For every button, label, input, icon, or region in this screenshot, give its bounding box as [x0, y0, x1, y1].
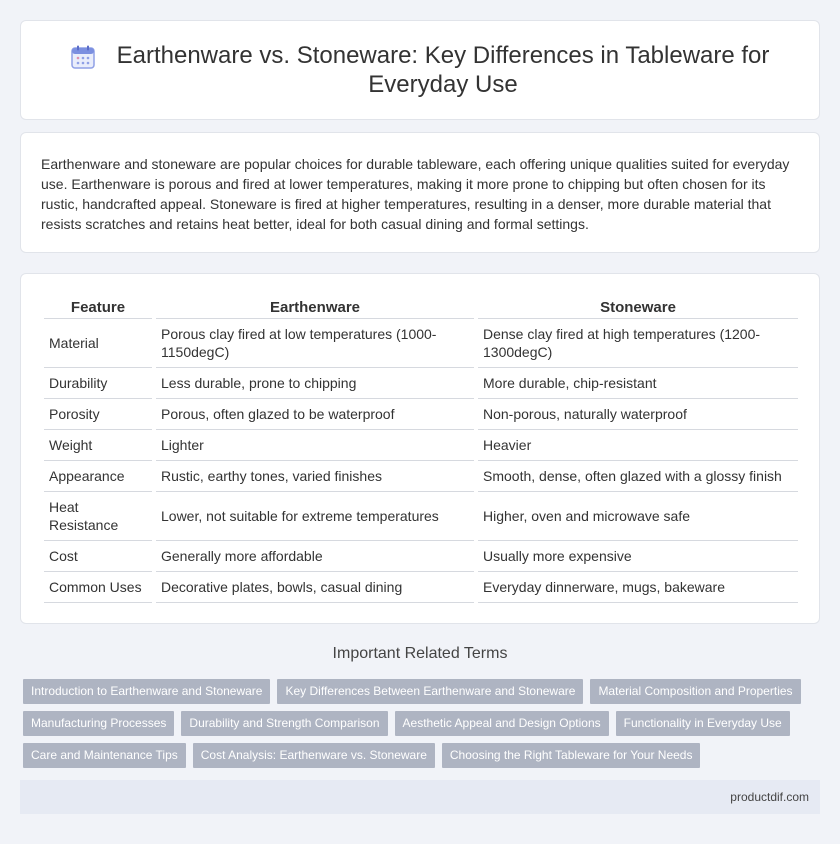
related-term-tag[interactable]: Manufacturing Processes	[23, 711, 174, 736]
earthenware-cell: Generally more affordable	[156, 541, 474, 572]
feature-cell: Appearance	[44, 461, 152, 492]
table-row	[44, 461, 798, 492]
feature-cell: Weight	[44, 430, 152, 461]
title-wrap	[70, 41, 770, 99]
related-term-tag[interactable]: Cost Analysis: Earthenware vs. Stoneware	[193, 743, 435, 768]
related-term-tag[interactable]: Choosing the Right Tableware for Your Needs	[442, 743, 701, 768]
footer-site-link[interactable]: productdif.com	[730, 790, 809, 804]
earthenware-cell: Lighter	[156, 430, 474, 461]
header-stoneware: Stoneware	[478, 295, 798, 319]
related-term-tag[interactable]: Key Differences Between Earthenware and Stoneware	[277, 679, 583, 704]
table-row	[44, 368, 798, 399]
stoneware-cell: Dense clay fired at high temperatures (1200-1300degC)	[478, 319, 798, 368]
earthenware-cell: Lower, not suitable for extreme temperatures	[156, 492, 474, 541]
table-row	[44, 399, 798, 430]
related-term-tag[interactable]: Durability and Strength Comparison	[181, 711, 387, 736]
comparison-table	[40, 295, 802, 603]
table-row	[44, 319, 798, 368]
feature-cell: Material	[44, 319, 152, 368]
related-term-tag[interactable]: Introduction to Earthenware and Stoneware	[23, 679, 270, 704]
table-row	[44, 541, 798, 572]
comparison-table-card	[20, 273, 820, 624]
earthenware-cell: Less durable, prone to chipping	[156, 368, 474, 399]
related-term-tag[interactable]: Aesthetic Appeal and Design Options	[395, 711, 609, 736]
stoneware-cell: Everyday dinnerware, mugs, bakeware	[478, 572, 798, 603]
table-row	[44, 430, 798, 461]
header-earthenware: Earthenware	[156, 295, 474, 319]
related-term-tag[interactable]: Care and Maintenance Tips	[23, 743, 186, 768]
stoneware-cell: Non-porous, naturally waterproof	[478, 399, 798, 430]
page-title: Earthenware vs. Stoneware: Key Differences in Tableware for Everyday Use	[116, 42, 770, 98]
earthenware-cell: Porous clay fired at low temperatures (1000-1150degC)	[156, 319, 474, 368]
related-terms-heading: Important Related Terms	[332, 645, 508, 662]
stoneware-cell: Smooth, dense, often glazed with a glossy finish	[478, 461, 798, 492]
feature-cell: Cost	[44, 541, 152, 572]
feature-cell: Porosity	[44, 399, 152, 430]
table-row	[44, 492, 798, 541]
earthenware-cell: Rustic, earthy tones, varied finishes	[156, 461, 474, 492]
calendar-icon	[70, 44, 96, 70]
feature-cell: Heat Resistance	[44, 492, 152, 541]
intro-paragraph: Earthenware and stoneware are popular choices for durable tableware, each offering unique qualities suited for everyday use. Earthenware is porous and fired at lower temperatures, making it more prone to chipping but often chosen for its rustic, handcrafted appeal. Stoneware is fired at higher temperatures, resulting in a denser, more durable material that resists scratches and retains heat better, ideal for both casual dining and formal settings.	[41, 156, 790, 232]
stoneware-cell: Heavier	[478, 430, 798, 461]
related-term-tag[interactable]: Functionality in Everyday Use	[616, 711, 790, 736]
stoneware-cell: More durable, chip-resistant	[478, 368, 798, 399]
earthenware-cell: Porous, often glazed to be waterproof	[156, 399, 474, 430]
title-card	[20, 20, 820, 120]
stoneware-cell: Higher, oven and microwave safe	[478, 492, 798, 541]
related-term-tag[interactable]: Material Composition and Properties	[590, 679, 800, 704]
table-row	[44, 572, 798, 603]
header-feature: Feature	[44, 295, 152, 319]
related-terms-section	[20, 645, 820, 775]
feature-cell: Common Uses	[44, 572, 152, 603]
feature-cell: Durability	[44, 368, 152, 399]
footer	[20, 780, 820, 814]
table-header-row	[44, 295, 798, 319]
earthenware-cell: Decorative plates, bowls, casual dining	[156, 572, 474, 603]
related-terms-list	[20, 679, 820, 775]
intro-card	[20, 132, 820, 253]
stoneware-cell: Usually more expensive	[478, 541, 798, 572]
